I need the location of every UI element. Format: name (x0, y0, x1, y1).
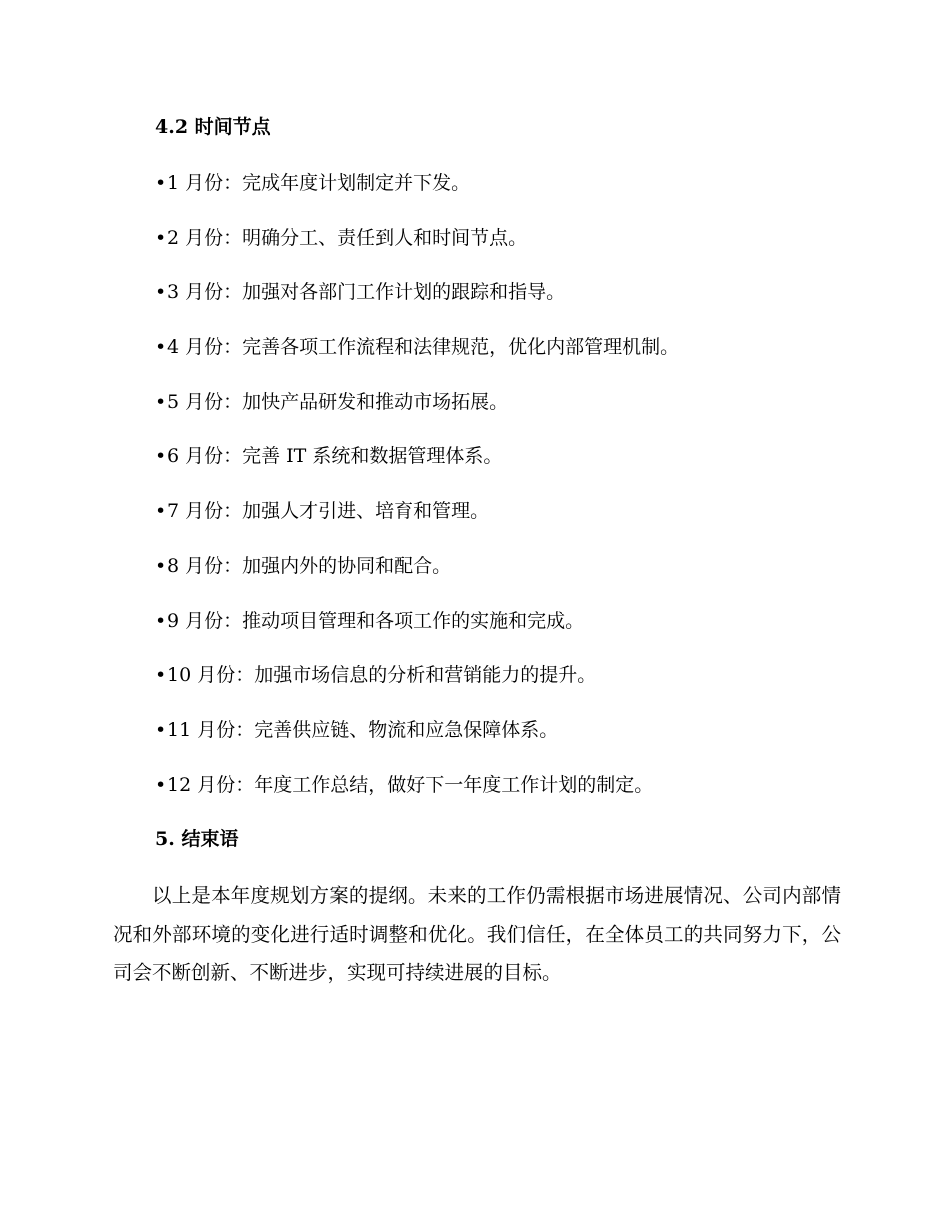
section-heading-conclusion: 5. 结束语 (155, 828, 239, 850)
list-item-text: 12 月份：年度工作总结，做好下一年度工作计划的制定。 (167, 773, 654, 796)
monthly-milestone-list (155, 168, 679, 824)
list-item (155, 441, 679, 496)
section-heading-time-milestones: 4.2 时间节点 (155, 116, 271, 138)
list-item-text: 7 月份：加强人才引进、培育和管理。 (167, 500, 490, 523)
list-item (155, 223, 679, 278)
bullet-icon: • (155, 554, 167, 577)
list-item-text: 11 月份：完善供应链、物流和应急保障体系。 (167, 718, 559, 741)
list-item-text: 1 月份：完成年度计划制定并下发。 (167, 172, 471, 194)
list-item-text: 8 月份：加强内外的协同和配合。 (167, 554, 452, 577)
bullet-icon: • (155, 664, 167, 687)
list-item-text: 9 月份：推动项目管理和各项工作的实施和完成。 (167, 609, 585, 632)
list-item (155, 551, 679, 606)
list-item-text: 5 月份：加快产品研发和推动市场拓展。 (167, 390, 509, 413)
bullet-icon: • (155, 336, 167, 359)
list-item-text: 3 月份：加强对各部门工作计划的跟踪和指导。 (167, 281, 566, 304)
list-item (155, 387, 679, 442)
list-item (155, 496, 679, 551)
bullet-icon: • (155, 226, 167, 249)
list-item-text: 10 月份：加强市场信息的分析和营销能力的提升。 (167, 664, 597, 687)
list-item-text: 6 月份：完善 IT 系统和数据管理体系。 (167, 445, 503, 468)
list-item (155, 277, 679, 332)
list-item (155, 332, 679, 387)
bullet-icon: • (155, 773, 167, 796)
list-item (155, 660, 679, 715)
conclusion-paragraph: 以上是本年度规划方案的提纲。未来的工作仍需根据市场进展情况、公司内部情况和外部环境的变化进行适时调整和优化。我们信任，在全体员工的共同努力下，公司会不断创新、不断进步，实现可持续进展的目标。 (113, 884, 841, 984)
bullet-icon: • (155, 445, 167, 468)
bullet-icon: • (155, 172, 167, 194)
list-item (155, 770, 679, 825)
bullet-icon: • (155, 718, 167, 741)
bullet-icon: • (155, 281, 167, 304)
bullet-icon: • (155, 609, 167, 632)
list-item-text: 2 月份：明确分工、责任到人和时间节点。 (167, 226, 528, 249)
bullet-icon: • (155, 500, 167, 523)
bullet-icon: • (155, 390, 167, 413)
list-item (155, 606, 679, 661)
list-item (155, 168, 679, 223)
list-item (155, 715, 679, 770)
list-item-text: 4 月份：完善各项工作流程和法律规范，优化内部管理机制。 (167, 336, 680, 359)
